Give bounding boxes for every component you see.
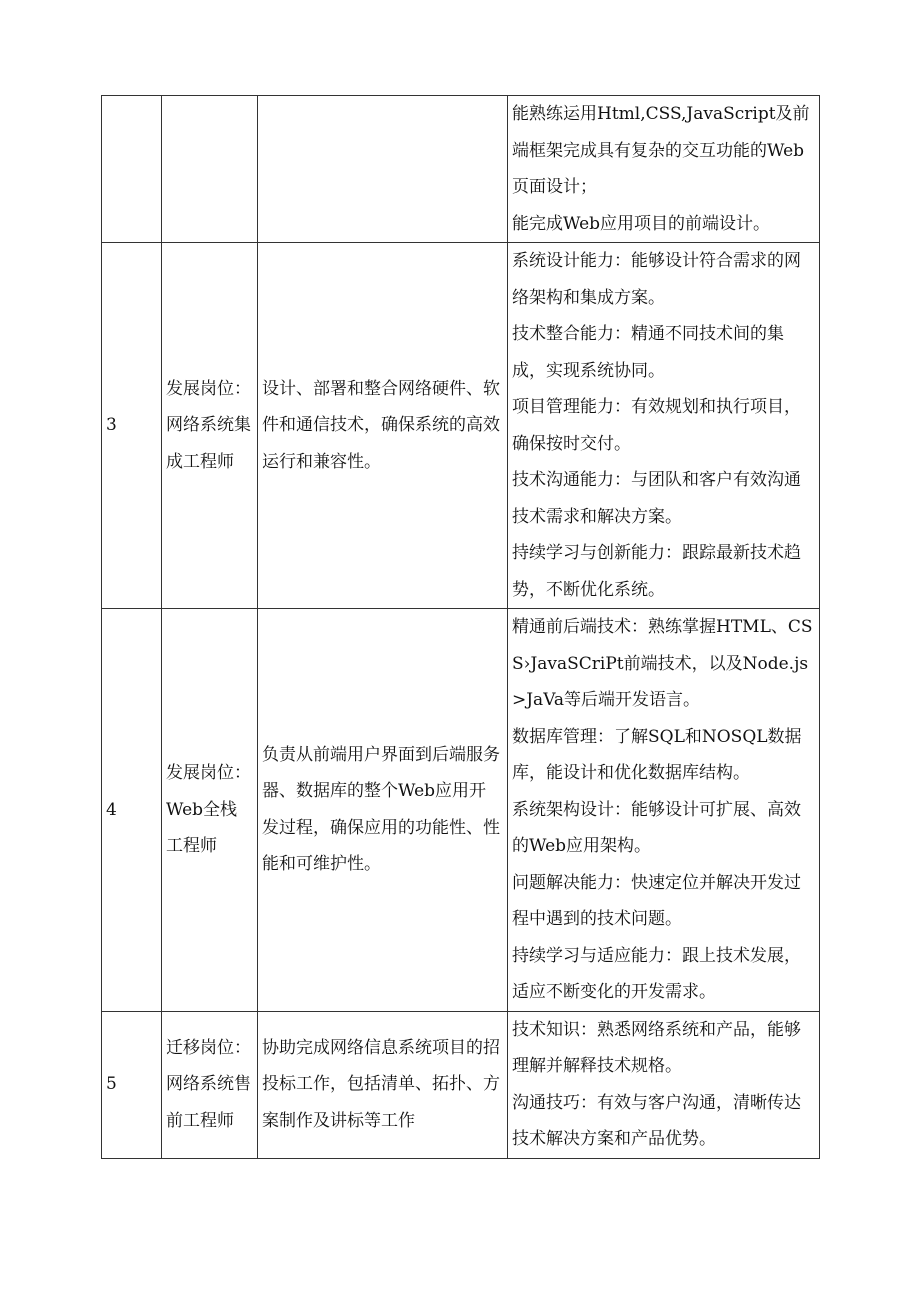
abilities-cell [508, 96, 820, 243]
table-row [102, 1011, 820, 1158]
ability-item: 沟通技巧：有效与客户沟通，清晰传达技术解决方案和产品优势。 [512, 1092, 801, 1149]
post-cell: 发展岗位：网络系统集成工程师 [162, 243, 258, 609]
abilities-cell [508, 609, 820, 1012]
ability-item: 技术知识：熟悉网络系统和产品，能够理解并解释技术规格。 [512, 1019, 801, 1076]
post-cell: 迁移岗位：网络系统售前工程师 [162, 1011, 258, 1158]
duty-cell: 协助完成网络信息系统项目的招投标工作，包括清单、拓扑、方案制作及讲标等工作 [258, 1011, 508, 1158]
post-cell [162, 96, 258, 243]
ability-item: 持续学习与创新能力：跟踪最新技术趋势，不断优化系统。 [512, 543, 801, 600]
ability-item: 能完成Web应用项目的前端设计。 [512, 213, 771, 234]
job-table [101, 95, 820, 1159]
abilities-cell [508, 1011, 820, 1158]
ability-item: 技术整合能力：精通不同技术间的集成，实现系统协同。 [512, 324, 784, 381]
post-cell: 发展岗位：Web全栈工程师 [162, 609, 258, 1012]
duty-cell [258, 96, 508, 243]
table-row [102, 609, 820, 1012]
table-row [102, 243, 820, 609]
ability-item: 能熟练运用Html,CSS,JavaScript及前端框架完成具有复杂的交互功能的Web页面设计； [512, 104, 810, 197]
row-number: 4 [102, 609, 162, 1012]
ability-item: 系统设计能力：能够设计符合需求的网络架构和集成方案。 [512, 251, 801, 308]
ability-item: 系统架构设计：能够设计可扩展、高效的Web应用架构。 [512, 799, 801, 856]
row-number: 3 [102, 243, 162, 609]
ability-item: 技术沟通能力：与团队和客户有效沟通技术需求和解决方案。 [512, 470, 801, 527]
duty-cell: 设计、部署和整合网络硬件、软件和通信技术，确保系统的高效运行和兼容性。 [258, 243, 508, 609]
ability-item: 持续学习与适应能力：跟上技术发展，适应不断变化的开发需求。 [512, 945, 801, 1002]
ability-item: 精通前后端技术：熟练掌握HTML、CSS›JavaSCriPt前端技术，以及Node.js>JaVa等后端开发语言。 [512, 617, 813, 710]
ability-item: 问题解决能力：快速定位并解决开发过程中遇到的技术问题。 [512, 872, 801, 929]
ability-item: 项目管理能力：有效规划和执行项目，确保按时交付。 [512, 397, 801, 454]
row-number: 5 [102, 1011, 162, 1158]
row-number [102, 96, 162, 243]
ability-item: 数据库管理：了解SQL和NOSQL数据库，能设计和优化数据库结构。 [512, 726, 802, 783]
abilities-cell [508, 243, 820, 609]
table-row [102, 96, 820, 243]
duty-cell: 负责从前端用户界面到后端服务器、数据库的整个Web应用开发过程，确保应用的功能性、性能和可维护性。 [258, 609, 508, 1012]
